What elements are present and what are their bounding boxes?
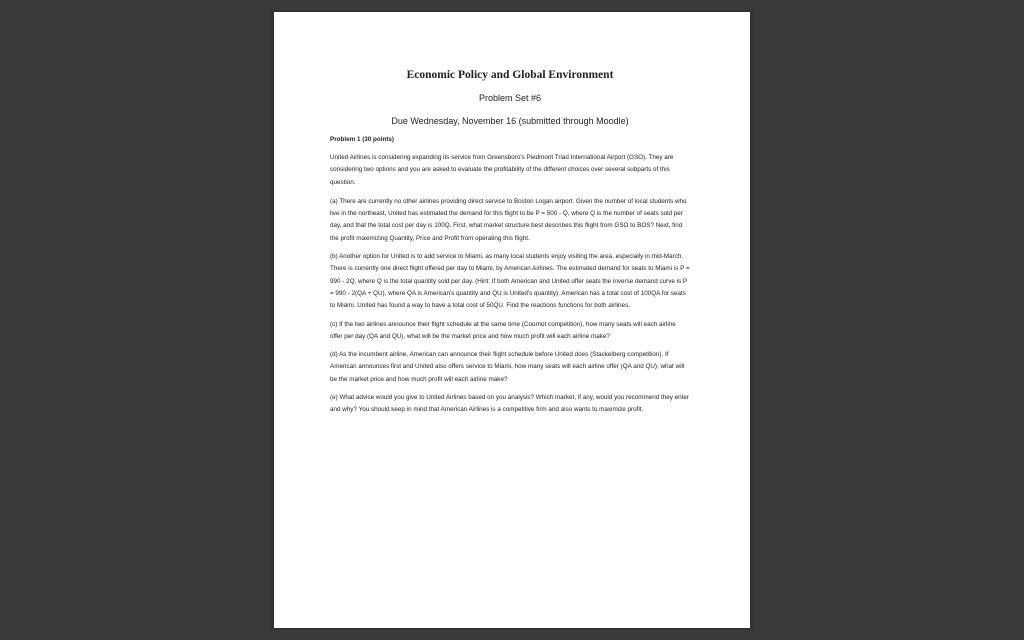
part-b-paragraph: (b) Another option for United is to add service to Miami, as many local students enjoy visiting the area, especially in mid-March. There is currently one direct flight offered per day to Miami, by American Airlines. The estimated demand for seats to Miami is P = 990 - 2Q, where Q is the total quantity sold per day. (Hint: If both American and United offer seats the inverse demand curve is P = 990 - 2(QA + QU), where QA is American's quantity and QU is United's quantity). American has a total cost of 100QA for seats to Miami. United has found a way to have a total cost of 50QU. Find the reactions functions for both airlines.	[330, 253, 690, 310]
due-date-text: Due Wednesday, November 16 (submitted through Moodle)	[391, 116, 629, 126]
part-d-paragraph: (d) As the incumbent airline, American can announce their flight schedule before United does (Stackelberg competition). If American announces first and United also offers service to Miami, how many seats will each airline offer (QA and QU), what will be the market price and how much profit will each airline make?	[330, 351, 685, 383]
document-title: Economic Policy and Global Environment	[406, 69, 614, 81]
problem-heading: Problem 1 (30 points)	[330, 136, 395, 143]
part-c-paragraph: (c) If the two airlines announce their flight schedule at the same time (Cournot competition), how many seats will each airline offer per day (QA and QU), what will be the market price and how much profit will each airline make?	[330, 320, 676, 340]
problem-intro-paragraph: United Airlines is considering expanding its service from Greensboro's Piedmont Triad International Airport (GSO). They are considering two options and you are asked to evaluate the profitability of the different choices over several subparts of this question.	[330, 154, 674, 186]
part-a-paragraph: (a) There are currently no other airlines providing direct service to Boston Logan airport. Given the number of local students who live in the northeast, United has estimated the demand for this flight to be P = 500 - Q, where Q is the number of seats sold per day, and that the total cost per day is 100Q. First, what market structure best describes this flight from GSO to BOS? Next, find the profit maximizing Quantity, Price and Profit from operating this flight.	[330, 197, 687, 242]
document-page	[274, 12, 750, 628]
problem-set-label: Problem Set #6	[478, 93, 542, 103]
part-e-paragraph: (e) What advice would you give to United Airlines based on you analysis? Which market, if any, would you recommend they enter and why? You should keep in mind that American Airlines is a competitive firm and also wants to maximize profit.	[330, 394, 689, 414]
